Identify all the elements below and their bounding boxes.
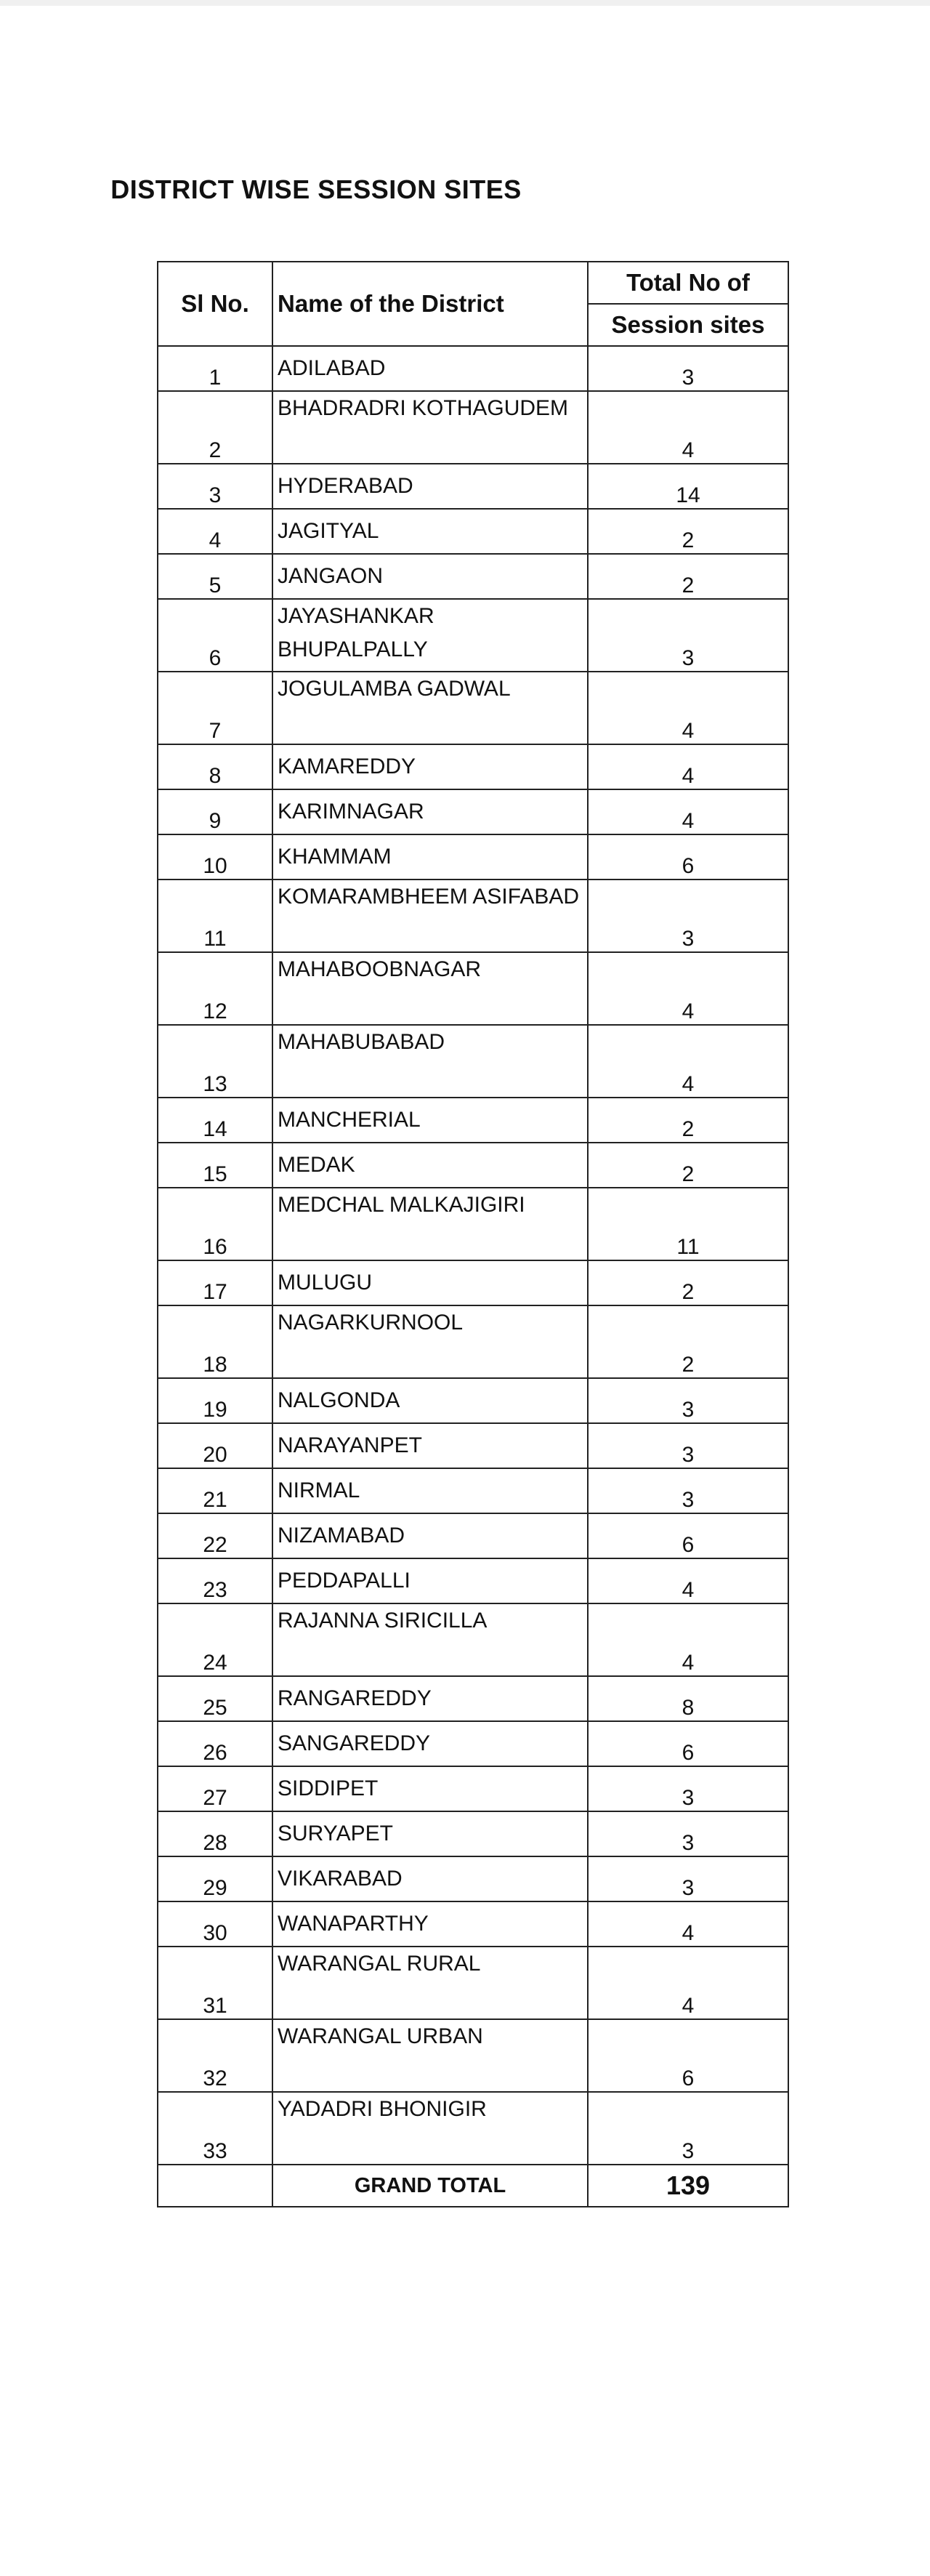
- row-sl-no: 17: [158, 1260, 272, 1305]
- row-district-name: NARAYANPET: [272, 1423, 588, 1468]
- row-sl-no: 18: [158, 1305, 272, 1378]
- table-row: [158, 1721, 788, 1766]
- grand-total-value: 139: [588, 2165, 788, 2207]
- row-total-sites: 11: [588, 1188, 788, 1260]
- table-row: [158, 599, 788, 672]
- table-row: [158, 1098, 788, 1143]
- table-row: [158, 1305, 788, 1378]
- table-row: [158, 834, 788, 880]
- row-sl-no: 14: [158, 1098, 272, 1143]
- row-sl-no: 21: [158, 1468, 272, 1513]
- row-sl-no: 16: [158, 1188, 272, 1260]
- row-total-sites: 8: [588, 1676, 788, 1721]
- row-sl-no: 13: [158, 1025, 272, 1098]
- table-row: [158, 1947, 788, 2019]
- row-total-sites: 3: [588, 2092, 788, 2165]
- row-total-sites: 4: [588, 789, 788, 834]
- district-session-table: [157, 261, 789, 2207]
- row-district-name: WARANGAL URBAN: [272, 2019, 588, 2092]
- row-total-sites: 4: [588, 672, 788, 744]
- table-row: [158, 1423, 788, 1468]
- row-sl-no: 1: [158, 346, 272, 391]
- table-row: [158, 1856, 788, 1901]
- row-district-name: RAJANNA SIRICILLA: [272, 1603, 588, 1676]
- row-district-name: NAGARKURNOOL: [272, 1305, 588, 1378]
- grand-total-empty-cell: [158, 2165, 272, 2207]
- row-sl-no: 6: [158, 599, 272, 672]
- row-district-name: KARIMNAGAR: [272, 789, 588, 834]
- row-district-name: HYDERABAD: [272, 464, 588, 509]
- row-district-name: SIDDIPET: [272, 1766, 588, 1811]
- row-sl-no: 7: [158, 672, 272, 744]
- row-district-name: MULUGU: [272, 1260, 588, 1305]
- row-sl-no: 8: [158, 744, 272, 789]
- row-total-sites: 2: [588, 1305, 788, 1378]
- table-row: [158, 672, 788, 744]
- table-row: [158, 554, 788, 599]
- top-edge: [0, 0, 930, 6]
- table-row: [158, 1468, 788, 1513]
- row-total-sites: 4: [588, 1947, 788, 2019]
- row-total-sites: 6: [588, 1513, 788, 1558]
- header-total-sites: [588, 262, 788, 346]
- table-row: [158, 744, 788, 789]
- row-total-sites: 3: [588, 599, 788, 672]
- row-sl-no: 15: [158, 1143, 272, 1188]
- row-total-sites: 6: [588, 1721, 788, 1766]
- row-district-name: JANGAON: [272, 554, 588, 599]
- row-sl-no: 10: [158, 834, 272, 880]
- row-total-sites: 3: [588, 1423, 788, 1468]
- row-district-name: MEDCHAL MALKAJIGIRI: [272, 1188, 588, 1260]
- row-district-name: RANGAREDDY: [272, 1676, 588, 1721]
- row-district-name: SANGAREDDY: [272, 1721, 588, 1766]
- row-total-sites: 3: [588, 880, 788, 952]
- table-row: [158, 1188, 788, 1260]
- row-total-sites: 4: [588, 1025, 788, 1098]
- table-row: [158, 880, 788, 952]
- row-sl-no: 29: [158, 1856, 272, 1901]
- row-district-name: NALGONDA: [272, 1378, 588, 1423]
- table-row: [158, 1901, 788, 1947]
- row-district-name: JAYASHANKAR BHUPALPALLY: [272, 599, 588, 672]
- row-district-name: BHADRADRI KOTHAGUDEM: [272, 391, 588, 464]
- row-district-name: MAHABOOBNAGAR: [272, 952, 588, 1025]
- row-total-sites: 3: [588, 1468, 788, 1513]
- table-row: [158, 952, 788, 1025]
- header-sl-no: Sl No.: [158, 262, 272, 346]
- row-total-sites: 2: [588, 1098, 788, 1143]
- row-sl-no: 2: [158, 391, 272, 464]
- row-sl-no: 25: [158, 1676, 272, 1721]
- row-total-sites: 6: [588, 2019, 788, 2092]
- table-row: [158, 1676, 788, 1721]
- row-total-sites: 3: [588, 1856, 788, 1901]
- row-total-sites: 4: [588, 744, 788, 789]
- table-row: [158, 1603, 788, 1676]
- row-total-sites: 4: [588, 952, 788, 1025]
- row-sl-no: 20: [158, 1423, 272, 1468]
- row-sl-no: 11: [158, 880, 272, 952]
- row-district-name: NIZAMABAD: [272, 1513, 588, 1558]
- row-total-sites: 6: [588, 834, 788, 880]
- table-row: [158, 1260, 788, 1305]
- row-sl-no: 9: [158, 789, 272, 834]
- row-total-sites: 4: [588, 1558, 788, 1603]
- table-row: [158, 1558, 788, 1603]
- row-district-name: JOGULAMBA GADWAL: [272, 672, 588, 744]
- row-total-sites: 14: [588, 464, 788, 509]
- row-sl-no: 26: [158, 1721, 272, 1766]
- row-district-name: YADADRI BHONIGIR: [272, 2092, 588, 2165]
- row-district-name: KOMARAMBHEEM ASIFABAD: [272, 880, 588, 952]
- row-total-sites: 2: [588, 509, 788, 554]
- row-sl-no: 3: [158, 464, 272, 509]
- table-row: [158, 2019, 788, 2092]
- row-sl-no: 33: [158, 2092, 272, 2165]
- row-district-name: WARANGAL RURAL: [272, 1947, 588, 2019]
- table-row: [158, 464, 788, 509]
- row-sl-no: 24: [158, 1603, 272, 1676]
- row-district-name: WANAPARTHY: [272, 1901, 588, 1947]
- row-sl-no: 32: [158, 2019, 272, 2092]
- row-sl-no: 12: [158, 952, 272, 1025]
- row-sl-no: 28: [158, 1811, 272, 1856]
- row-district-name: JAGITYAL: [272, 509, 588, 554]
- grand-total-row: [158, 2165, 788, 2207]
- row-total-sites: 2: [588, 554, 788, 599]
- row-sl-no: 4: [158, 509, 272, 554]
- header-total-line1: Total No of: [626, 269, 750, 296]
- page-title: DISTRICT WISE SESSION SITES: [110, 174, 522, 204]
- row-sl-no: 27: [158, 1766, 272, 1811]
- row-total-sites: 4: [588, 1603, 788, 1676]
- table-row: [158, 1513, 788, 1558]
- table-row: [158, 1025, 788, 1098]
- table-header-row: [158, 262, 788, 346]
- table-row: [158, 509, 788, 554]
- row-district-name: ADILABAD: [272, 346, 588, 391]
- row-district-name: KAMAREDDY: [272, 744, 588, 789]
- table-row: [158, 346, 788, 391]
- row-sl-no: 23: [158, 1558, 272, 1603]
- row-district-name: NIRMAL: [272, 1468, 588, 1513]
- row-district-name: MEDAK: [272, 1143, 588, 1188]
- table-row: [158, 1766, 788, 1811]
- grand-total-label: GRAND TOTAL: [272, 2165, 588, 2207]
- row-total-sites: 3: [588, 346, 788, 391]
- row-total-sites: 3: [588, 1811, 788, 1856]
- row-district-name: KHAMMAM: [272, 834, 588, 880]
- table-row: [158, 789, 788, 834]
- table-row: [158, 1143, 788, 1188]
- row-total-sites: 2: [588, 1260, 788, 1305]
- row-sl-no: 19: [158, 1378, 272, 1423]
- table-row: [158, 2092, 788, 2165]
- row-district-name: PEDDAPALLI: [272, 1558, 588, 1603]
- row-district-name: MAHABUBABAD: [272, 1025, 588, 1098]
- row-sl-no: 5: [158, 554, 272, 599]
- row-district-name: SURYAPET: [272, 1811, 588, 1856]
- table-row: [158, 1378, 788, 1423]
- table-body: [158, 346, 788, 2165]
- row-sl-no: 22: [158, 1513, 272, 1558]
- row-total-sites: 3: [588, 1766, 788, 1811]
- row-sl-no: 31: [158, 1947, 272, 2019]
- row-total-sites: 3: [588, 1378, 788, 1423]
- row-district-name: VIKARABAD: [272, 1856, 588, 1901]
- row-total-sites: 4: [588, 391, 788, 464]
- row-district-name: MANCHERIAL: [272, 1098, 588, 1143]
- table-row: [158, 391, 788, 464]
- table-row: [158, 1811, 788, 1856]
- row-total-sites: 2: [588, 1143, 788, 1188]
- row-sl-no: 30: [158, 1901, 272, 1947]
- header-total-line2: Session sites: [589, 303, 788, 345]
- header-district-name: Name of the District: [272, 262, 588, 346]
- row-total-sites: 4: [588, 1901, 788, 1947]
